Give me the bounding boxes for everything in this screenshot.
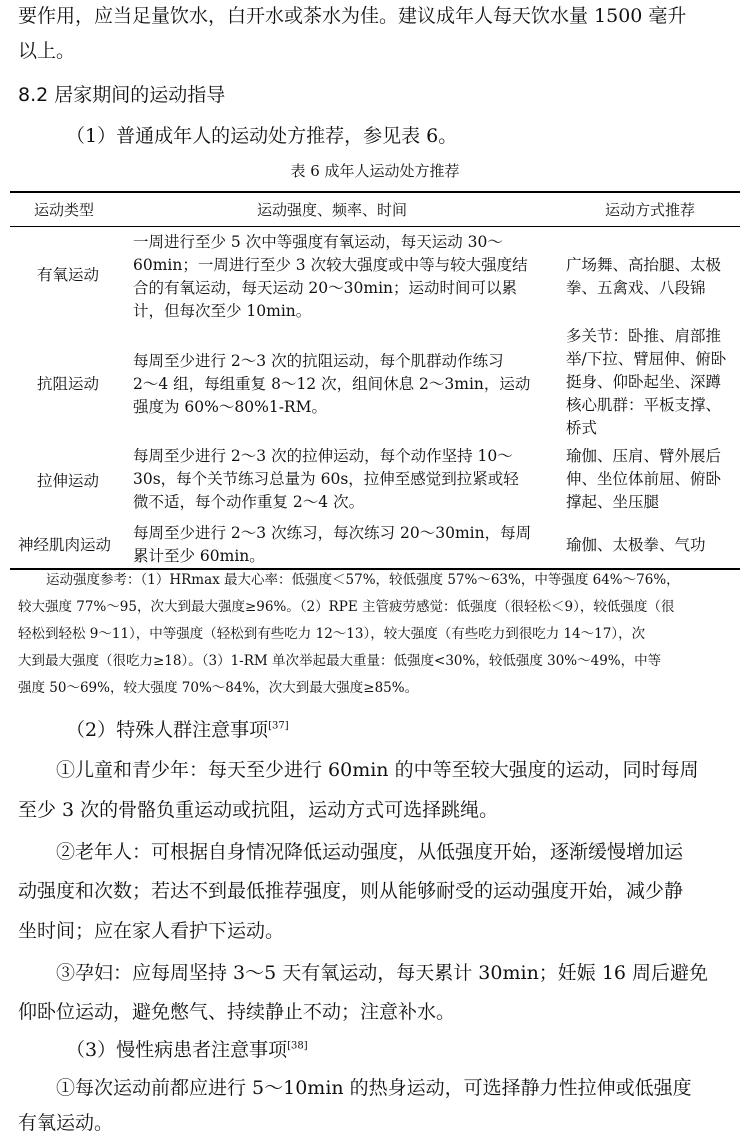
chronic-item-1-line: 有氧运动。 (18, 1112, 114, 1134)
row-detail-line: 计，但每次至少 10min。 (133, 302, 312, 320)
row-method-line: 举/下拉、臂屈伸、俯卧 (566, 350, 727, 368)
table-header-rule (10, 226, 740, 227)
row-method-line: 拳、五禽戏、八段锦 (566, 279, 706, 297)
row-method-line: 撑起、坐压腿 (566, 493, 660, 511)
table-top-rule (10, 191, 740, 193)
special-item-3-line: 仰卧位运动，避免憋气、持续静止不动；注意补水。 (18, 1001, 456, 1023)
row-method-line: 广场舞、高抬腿、太极 (566, 256, 722, 274)
row-type: 有氧运动 (37, 266, 100, 284)
paragraph-1: （1）普通成年人的运动处方推荐，参见表 6。 (66, 125, 458, 147)
special-title-text: （2）特殊人群注意事项 (66, 719, 269, 741)
chronic-title (66, 1032, 308, 1068)
note-line: 较大强度 77%～95，次大到最大强度≥96%。（2）RPE 主管疲劳感觉：低强度（很轻松＜9），较低强度（很 (18, 599, 675, 615)
row-detail-line: 微不适，每个动作重复 2～4 次。 (133, 493, 365, 511)
chronic-item-1-line: ①每次运动前都应进行 5～10min 的热身运动，可选择静力性拉伸或低强度 (56, 1077, 692, 1099)
row-type: 拉伸运动 (37, 472, 100, 490)
row-detail-line: 每周至少进行 2～3 次练习，每次练习 20～30min，每周 (133, 524, 532, 542)
row-type: 神经肌肉运动 (18, 536, 112, 554)
row-detail-line: 强度为 60%～80%1-RM。 (133, 398, 327, 416)
row-method-line: 多关节：卧推、肩部推 (566, 327, 722, 345)
row-detail-line: 60min；一周进行至少 3 次较大强度或中等与较大强度结 (133, 256, 528, 274)
row-method-line: 核心肌群：平板支撑、 (566, 396, 722, 414)
row-method-line: 瑜伽、太极拳、气功 (566, 536, 706, 554)
row-method-line: 桥式 (566, 419, 598, 437)
citation-38: [38] (287, 1040, 308, 1052)
special-item-1-line: ①儿童和青少年：每天至少进行 60min 的中等至较大强度的运动，同时每周 (56, 759, 699, 781)
note-line: 大到最大强度（很吃力≥18）。（3）1-RM 单次举起最大重量：低强度<30%，较低强度 30%～49%，中等 (18, 653, 662, 669)
row-detail-line: 30s，每个关节练习总量为 60s，拉伸至感觉到拉紧或轻 (133, 470, 519, 488)
row-method-line: 伸、坐位体前屈、俯卧 (566, 470, 722, 488)
note-line: 轻松到轻松 9～11），中等强度（轻松到有些吃力 12～13），较大强度（有些吃力到很吃力 14～17），次 (18, 626, 646, 642)
intro-line-2: 以上。 (18, 40, 76, 62)
table-header-intensity: 运动强度、频率、时间 (257, 201, 408, 219)
table-caption: 表 6 成年人运动处方推荐 (290, 162, 460, 180)
row-detail-line: 2～4 组，每组重复 8～12 次，组间休息 2～3min，运动 (133, 375, 531, 393)
note-line: 运动强度参考：（1）HRmax 最大心率：低强度＜57%，较低强度 57%～63%，中等强度 64%～76%， (46, 572, 680, 588)
row-detail-line: 合的有氧运动，每天运动 20～30min；运动时间可以累 (133, 279, 518, 297)
table-header-method: 运动方式推荐 (605, 201, 696, 219)
row-detail-line: 每周至少进行 2～3 次的拉伸运动，每个动作坚持 10～ (133, 447, 513, 465)
chronic-title-text: （3）慢性病患者注意事项 (66, 1039, 288, 1061)
special-item-2-line: ②老年人：可根据自身情况降低运动强度，从低强度开始，逐渐缓慢增加运 (56, 841, 684, 863)
row-method-line: 瑜伽、压肩、臂外展后 (566, 447, 722, 465)
special-item-3-line: ③孕妇：应每周坚持 3～5 天有氧运动，每天累计 30min；妊娠 16 周后避免 (56, 962, 709, 984)
note-line: 强度 50～69%，较大强度 70%～84%，次大到最大强度≥85%。 (18, 680, 419, 696)
special-item-2-line: 动强度和次数；若达不到最低推荐强度，则从能够耐受的运动强度开始，减少静 (18, 880, 684, 902)
row-type: 抗阻运动 (37, 375, 100, 393)
table-header-type: 运动类型 (34, 201, 95, 219)
row-detail-line: 累计至少 60min。 (133, 547, 265, 565)
special-item-2-line: 坐时间；应在家人看护下运动。 (18, 920, 285, 942)
intro-line-1: 要作用，应当足量饮水，白开水或茶水为佳。建议成年人每天饮水量 1500 毫升 (18, 5, 687, 27)
citation-37: [37] (268, 720, 289, 732)
row-method-line: 挺身、仰卧起坐、深蹲 (566, 373, 722, 391)
row-detail-line: 每周至少进行 2～3 次的抗阻运动，每个肌群动作练习 (133, 352, 504, 370)
special-title (66, 712, 289, 748)
row-detail-line: 一周进行至少 5 次中等强度有氧运动，每天运动 30～ (133, 233, 503, 251)
special-item-1-line: 至少 3 次的骨骼负重运动或抗阻，运动方式可选择跳绳。 (18, 799, 499, 821)
section-title: 8.2 居家期间的运动指导 (18, 84, 226, 106)
